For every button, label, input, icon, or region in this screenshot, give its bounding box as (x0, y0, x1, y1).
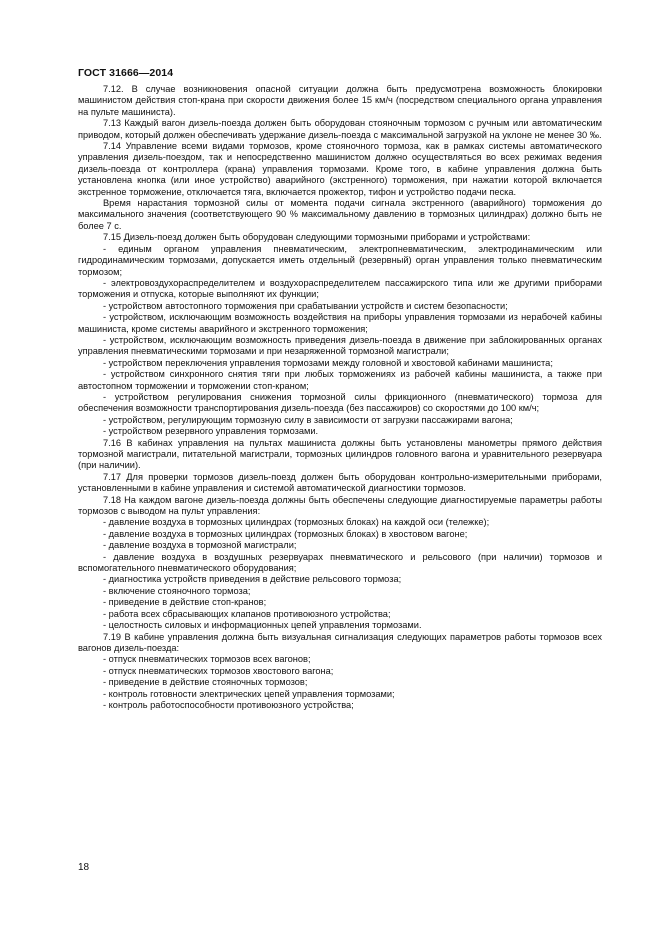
paragraph: 7.17 Для проверки тормозов дизель-поезд должен быть оборудован контрольно-измерительными приборами, установленными в кабине управления и системой автоматической диагностики тормозов. (78, 471, 602, 494)
list-item: - устройством, регулирующим тормозную силу в зависимости от загрузки пассажирами вагона; (103, 414, 513, 425)
list-item: - устройством синхронного снятия тяги при любых торможениях из рабочей кабины машиниста, а также при автостопном торможении и торможении стоп-краном; (78, 369, 602, 391)
list-item: - приведение в действие стояночных тормозов; (103, 677, 308, 688)
list-item: - включение стояночного тормоза; (103, 585, 251, 596)
document-body (78, 84, 602, 711)
paragraph: 7.16 В кабинах управления на пультах машиниста должны быть установлены манометры прямого действия тормозной магистрали, питательной магистрали, тормозных цилиндров головного вагона и уравнительного резервуара (при наличии). (78, 437, 602, 471)
paragraph: 7.14 Управление всеми видами тормозов, кроме стояночного тормоза, как в рамках системы автоматического управления дизель-поездом, так и непосредственно машинистом должно осуществляться во всех режимах ведения дизель-поезда от контроллера (крана) управления тормозами. Кроме того, в кабине управления должна быть установлена кнопка (или иное устройство) аварийного (экстренного) торможения, при нажатии которой включается экстренное торможение, отключается тяга, включается прожектор, тифон и устройство подачи песка. (78, 141, 602, 197)
list-item: - давление воздуха в тормозных цилиндрах (тормозных блоках) в хвостовом вагоне; (103, 528, 468, 539)
list-item: - контроль готовности электрических цепей управления тормозами; (103, 688, 395, 699)
list-item: - устройством переключения управления тормозами между головной и хвостовой кабинами машиниста; (103, 357, 553, 368)
list-item: - устройством регулирования снижения тормозной силы фрикционного (пневматического) тормоза для обеспечения возможности транспортирования дизель-поезда (без пассажиров) со скоростями до 100 км/ч; (78, 391, 602, 414)
paragraph: Время нарастания тормозной силы от момента подачи сигнала экстренного (аварийного) торможения до максимального значения (соответствующего 90 % максимальному давлению в тормозных цилиндрах) должно быть не более 7 с. (78, 198, 602, 231)
list-item: - диагностика устройств приведения в действие рельсового тормоза; (103, 574, 402, 585)
list-item: - отпуск пневматических тормозов хвостового вагона; (103, 665, 334, 676)
list-item: - давление воздуха в воздушных резервуарах пневматического и рельсового (при наличии) тормозов и вспомогательного пневматического оборудования; (78, 551, 602, 574)
list-item: - устройством, исключающим возможность воздействия на приборы управления тормозами из нерабочей кабины машиниста, кроме системы аварийного и экстренного торможения; (78, 312, 602, 334)
list-item: - устройством, исключающим возможность приведения дизель-поезда в движение при заблокированных органах управления пневматическими тормозами и при незаряженной тормозной магистрали; (78, 334, 602, 357)
paragraph: 7.12. В случае возникновения опасной ситуации должна быть предусмотрена возможность блокировки машинистом действия стоп-крана при скорости движения более 15 км/ч (посредством специального органа управления на пульте машиниста). (78, 84, 602, 117)
paragraph: 7.19 В кабине управления должна быть визуальная сигнализация следующих параметров работы тормозов всех вагонов дизель-поезда: (78, 631, 602, 653)
page-header-standard-title: ГОСТ 31666—2014 (78, 67, 174, 79)
paragraph: 7.13 Каждый вагон дизель-поезда должен быть оборудован стояночным тормозом с ручным или автоматическим приводом, который должен обеспечивать удержание дизель-поезда с максимальной загрузкой на уклоне не менее 30 ‰. (78, 118, 602, 140)
list-item: - давление воздуха в тормозной магистрали; (103, 540, 297, 551)
paragraph: 7.15 Дизель-поезд должен быть оборудован следующими тормозными приборами и устройствами: (103, 232, 531, 243)
list-item: - устройством автостопного торможения при срабатывании устройств и систем безопасности; (103, 300, 508, 311)
list-item: - работа всех сбрасывающих клапанов противоюзного устройства; (103, 608, 391, 619)
list-item: - устройством резервного управления тормозами. (103, 426, 319, 437)
list-item: - приведение в действие стоп-кранов; (103, 597, 267, 608)
list-item: - контроль работоспособности противоюзного устройства; (103, 699, 354, 710)
list-item: - отпуск пневматических тормозов всех вагонов; (103, 654, 311, 665)
paragraph: 7.18 На каждом вагоне дизель-поезда должны быть обеспечены следующие диагностируемые параметры работы тормозов с выводом на пульт управления: (78, 494, 602, 517)
list-item: - электровоздухораспределителем и воздухораспределителем пассажирского типа или же другими приборами торможения и отпуска, которые выполняют их функции; (78, 277, 602, 300)
list-item: - целостность силовых и информационных цепей управления тормозами. (103, 620, 422, 631)
list-item: - единым органом управления пневматическим, электропневматическим, электродинамическим или гидродинамическим тормозами, допускается иметь отдельный (резервный) орган управления только пневматическим тормозом; (78, 243, 602, 277)
page-number: 18 (78, 862, 90, 873)
list-item: - давление воздуха в тормозных цилиндрах (тормозных блоках) на каждой оси (тележке); (103, 517, 490, 528)
